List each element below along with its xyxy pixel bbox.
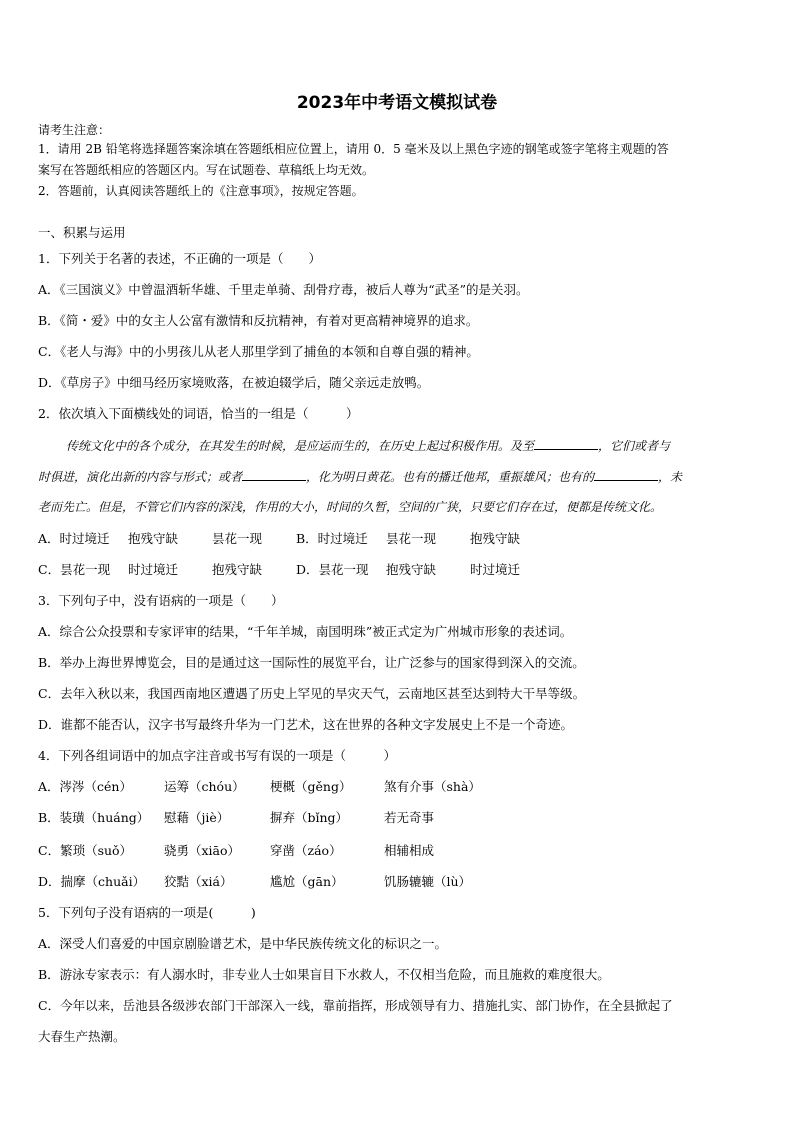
- q2-option-b-2: 昙花一现: [386, 531, 437, 546]
- q4-c-word-1: C．繁琐（suǒ）: [38, 843, 133, 858]
- fill-blank-1: [534, 437, 598, 450]
- q2-passage-text: ，它们或者与: [598, 439, 671, 453]
- q2-passage-text: ，化为明日黄花。也有的播迁他邦，重振雄风；也有的: [306, 470, 595, 484]
- q1-option-b: B．《简・爱》中的女主人公富有激情和反抗精神，有着对更高精神境界的追求。: [38, 313, 479, 328]
- q4-b-word-1: B．装璜（huáng）: [38, 810, 150, 825]
- q2-option-a-2: 抱残守缺: [128, 531, 179, 546]
- q2-passage-text: 传统文化中的各个成分，在其发生的时候，是应运而生的，在历史上起过积极作用。及至: [66, 439, 535, 453]
- q3-option-c: C．去年入秋以来，我国西南地区遭遇了历史上罕见的旱灾天气，云南地区甚至达到特大干旱等级。: [38, 686, 586, 701]
- q5-option-b: B．游泳专家表示：有人溺水时，非专业人士如果盲目下水救人，不仅相当危险，而且施救的难度很大。: [38, 967, 610, 982]
- q4-b-word-3: 摒弃（bǐng）: [270, 810, 349, 825]
- q4-b-word-4: 若无奇事: [384, 810, 435, 825]
- q2-option-d-2: 抱残守缺: [386, 562, 437, 577]
- q4-a-word-4: 煞有介事（shà）: [384, 779, 481, 794]
- fill-blank-2: [242, 468, 306, 481]
- q2-option-c-3: 抱残守缺: [212, 562, 263, 577]
- q1-stem: 1．下列关于名著的表述，不正确的一项是（ ）: [38, 251, 321, 266]
- q3-option-b: B．举办上海世界博览会，目的是通过这一国际性的展览平台，让广泛参与的国家得到深入的交流。: [38, 655, 585, 670]
- q4-b-word-2: 慰藉（jiè）: [164, 810, 230, 825]
- q5-option-a: A．深受人们喜爱的中国京剧脸谱艺术，是中华民族传统文化的标识之一。: [38, 936, 448, 951]
- q4-d-word-3: 尴尬（gān）: [270, 874, 344, 889]
- notice-line-1b: 案写在答题纸相应的答题区内。写在试题卷、草稿纸上均无效。: [38, 163, 375, 177]
- q4-option-a: [38, 779, 481, 795]
- q1-option-d: D．《草房子》中细马经历家境败落，在被迫辍学后，随父亲远走放鸭。: [38, 375, 430, 390]
- section-heading: 一、积累与运用: [38, 225, 126, 240]
- q2-options-ab: [38, 531, 554, 547]
- q1-option-a: A．《三国演义》中曾温酒斩华雄、千里走单骑、刮骨疗毒，被后人尊为“武圣”的是关羽。: [38, 282, 529, 297]
- notice-heading: 请考生注意：: [38, 123, 111, 137]
- q4-c-word-2: 骁勇（xiāo）: [164, 843, 241, 858]
- q4-d-word-1: D．揣摩（chuǎi）: [38, 874, 146, 889]
- q4-a-word-1: A．涔涔（cén）: [38, 779, 132, 794]
- fill-blank-3: [594, 468, 658, 481]
- q1-option-c: C．《老人与海》中的小男孩儿从老人那里学到了捕鱼的本领和自尊自强的精神。: [38, 344, 479, 359]
- q2-passage-text: 时俱进，演化出新的内容与形式；或者: [38, 470, 243, 484]
- q4-option-b: [38, 810, 434, 826]
- q2-passage-line-2: [38, 468, 682, 485]
- q4-c-word-3: 穿凿（záo）: [270, 843, 342, 858]
- q5-stem: 5．下列句子没有语病的一项是( ): [38, 905, 256, 920]
- q2-option-a-3: 昙花一现: [212, 531, 263, 546]
- q5-option-c-line-2: 大春生产热潮。: [38, 1029, 126, 1044]
- q4-d-word-2: 狡黠（xiá）: [164, 874, 233, 889]
- q2-options-cd: [38, 562, 554, 578]
- q4-option-d: [38, 874, 471, 890]
- q2-stem: 2．依次填入下面横线处的词语，恰当的一组是（ ）: [38, 406, 359, 421]
- notice-line-1a: 1．请用 2B 铅笔将选择题答案涂填在答题纸相应位置上，请用 0．5 毫米及以上黑色字迹的钢笔或签字笔将主观题的答: [38, 142, 669, 156]
- q4-a-word-3: 梗概（gěng）: [270, 779, 352, 794]
- q4-d-word-4: 饥肠辘辘（lù）: [384, 874, 472, 889]
- notice-line-2: 2．答题前，认真阅读答题纸上的《注意事项》，按规定答题。: [38, 184, 364, 198]
- q3-stem: 3．下列句子中，没有语病的一项是（ ）: [38, 593, 284, 608]
- q4-stem: 4．下列各组词语中的加点字注音或书写有误的一项是（ ）: [38, 748, 396, 763]
- q2-option-a-1: A．时过境迁: [38, 531, 110, 546]
- q4-c-word-4: 相辅相成: [384, 843, 435, 858]
- q4-a-word-2: 运筹（chóu）: [164, 779, 245, 794]
- q2-option-b-1: B．时过境迁: [296, 531, 368, 546]
- q2-option-b-3: 抱残守缺: [470, 531, 521, 546]
- page-title: 2023年中考语文模拟试卷: [296, 93, 498, 113]
- q2-option-d-1: D．昙花一现: [296, 562, 369, 577]
- q5-option-c-line-1: C．今年以来，岳池县各级涉农部门干部深入一线，靠前指挥，形成领导有力、措施扎实、部门协作，在全县掀起了: [38, 998, 673, 1013]
- q3-option-a: A．综合公众投票和专家评审的结果，“千年羊城，南国明珠”被正式定为广州城市形象的表述词。: [38, 624, 573, 639]
- q2-option-d-3: 时过境迁: [470, 562, 521, 577]
- q2-passage-line-1: [66, 437, 670, 454]
- q2-option-c-2: 时过境迁: [128, 562, 179, 577]
- q2-passage-line-3: 老而先亡。但是，不管它们内容的深浅，作用的大小，时间的久暂，空间的广狭，只要它们存在过，便都是传统文化。: [38, 500, 663, 514]
- q2-passage-text: ，未: [658, 470, 683, 484]
- q3-option-d: D．谁都不能否认，汉字书写最终升华为一门艺术，这在世界的各种文字发展史上不是一个奇迹。: [38, 717, 574, 732]
- q2-option-c-1: C．昙花一现: [38, 562, 111, 577]
- q4-option-c: [38, 843, 434, 859]
